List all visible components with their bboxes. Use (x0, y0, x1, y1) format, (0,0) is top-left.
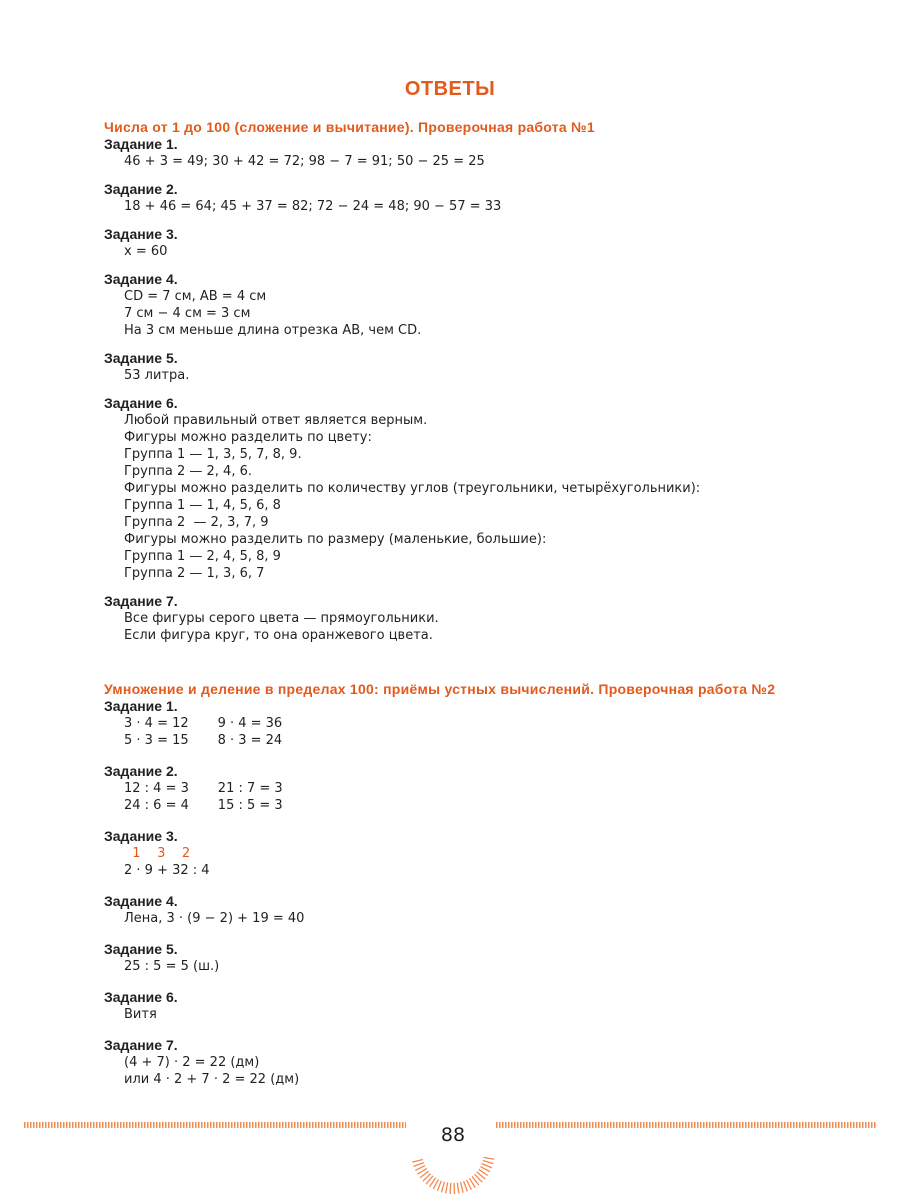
footer-divider-right (496, 1122, 876, 1128)
task-title: Задание 5. (104, 350, 178, 366)
task-2 (104, 181, 864, 215)
answer-line: Витя (124, 1007, 157, 1022)
task-7 (104, 593, 864, 644)
task-title: Задание 7. (104, 593, 178, 609)
answer-line: 53 литра. (124, 368, 190, 383)
task-title: Задание 7. (104, 1037, 178, 1053)
answer-line: Фигуры можно разделить по цвету: (124, 430, 372, 445)
page-number: 88 (440, 1124, 466, 1146)
answer-line: Лена, 3 · (9 − 2) + 19 = 40 (124, 911, 305, 926)
page-number-badge (405, 1104, 501, 1200)
answer-line: 7 см − 4 см = 3 см (124, 306, 251, 321)
task-title: Задание 6. (104, 395, 178, 411)
task-title: Задание 3. (104, 226, 178, 242)
task-7 (104, 1037, 864, 1088)
task-4 (104, 271, 864, 339)
answer-line: Группа 2 — 2, 3, 7, 9 (124, 515, 269, 530)
section-title: Числа от 1 до 100 (сложение и вычитание). Проверочная работа №1 (104, 119, 595, 135)
answer-line: 18 + 46 = 64; 45 + 37 = 82; 72 − 24 = 48; 90 − 57 = 33 (124, 199, 502, 214)
answer-line: 25 : 5 = 5 (ш.) (124, 959, 220, 974)
task-5 (104, 350, 864, 384)
task-title: Задание 4. (104, 893, 178, 909)
answer-line: Группа 1 — 1, 3, 5, 7, 8, 9. (124, 447, 302, 462)
answer-line: x = 60 (124, 244, 168, 259)
task-title: Задание 2. (104, 763, 178, 779)
task-1 (104, 698, 864, 749)
answer-line: 3 · 4 = 12 9 · 4 = 36 (124, 716, 283, 731)
task-3 (104, 828, 864, 879)
answer-line: 46 + 3 = 49; 30 + 42 = 72; 98 − 7 = 91; 50 − 25 = 25 (124, 154, 485, 169)
task-title: Задание 5. (104, 941, 178, 957)
task-1 (104, 136, 864, 170)
answer-line: Группа 1 — 2, 4, 5, 8, 9 (124, 549, 281, 564)
task-title: Задание 1. (104, 698, 178, 714)
answer-line: 12 : 4 = 3 21 : 7 = 3 (124, 781, 283, 796)
task-title: Задание 4. (104, 271, 178, 287)
answer-line: Группа 2 — 1, 3, 6, 7 (124, 566, 265, 581)
answer-line: 2 · 9 + 32 : 4 (124, 863, 210, 878)
task-title: Задание 3. (104, 828, 178, 844)
answer-line: CD = 7 см, AB = 4 см (124, 289, 267, 304)
page-title: ОТВЕТЫ (404, 78, 496, 100)
task-title: Задание 2. (104, 181, 178, 197)
answer-line: или 4 · 2 + 7 · 2 = 22 (дм) (124, 1072, 300, 1087)
section-2 (104, 680, 864, 1088)
task-3 (104, 226, 864, 260)
task-6 (104, 395, 864, 582)
answer-line: На 3 см меньше длина отрезка AB, чем CD. (124, 323, 422, 338)
answer-line: 5 · 3 = 15 8 · 3 = 24 (124, 733, 283, 748)
task-title: Задание 6. (104, 989, 178, 1005)
answer-line: Группа 2 — 2, 4, 6. (124, 464, 252, 479)
answer-line: Любой правильный ответ является верным. (124, 413, 428, 428)
answer-line: (4 + 7) · 2 = 22 (дм) (124, 1055, 260, 1070)
section-title: Умножение и деление в пределах 100: приёмы устных вычислений. Проверочная работа №2 (104, 681, 776, 697)
answer-line: 24 : 6 = 4 15 : 5 = 3 (124, 798, 283, 813)
answer-line: Группа 1 — 1, 4, 5, 6, 8 (124, 498, 281, 513)
task-4 (104, 893, 864, 927)
operation-order-marks: 1 3 2 (124, 846, 191, 861)
task-title: Задание 1. (104, 136, 178, 152)
answer-line: Фигуры можно разделить по размеру (маленькие, большие): (124, 532, 547, 547)
answer-line: Если фигура круг, то она оранжевого цвета. (124, 628, 433, 643)
section-1 (104, 118, 864, 644)
answer-line: Фигуры можно разделить по количеству углов (треугольники, четырёхугольники): (124, 481, 701, 496)
footer-divider-left (24, 1122, 406, 1128)
task-5 (104, 941, 864, 975)
task-2 (104, 763, 864, 814)
answer-line: Все фигуры серого цвета — прямоугольники. (124, 611, 439, 626)
task-6 (104, 989, 864, 1023)
